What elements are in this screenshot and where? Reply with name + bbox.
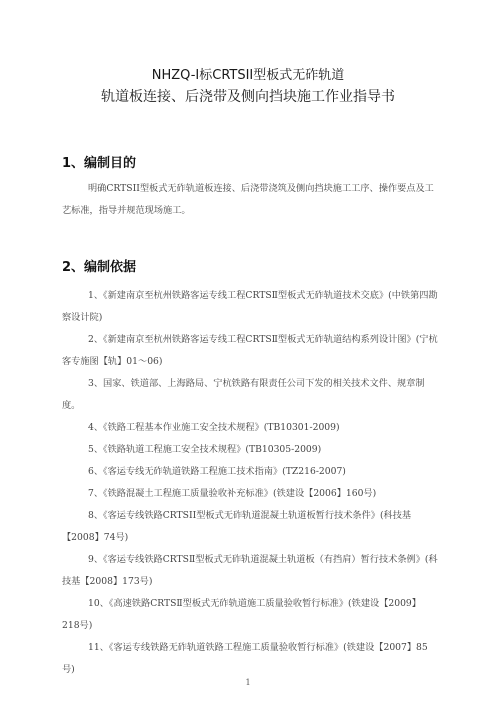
reference-item: 2、《新建南京至杭州铁路客运专线工程CRTSⅡ型板式无砟轨道结构系列设计图》(宁杭客专施图【轨】01～06) <box>62 334 438 367</box>
section-1-heading: 1、编制目的 <box>62 156 137 171</box>
section-2-heading: 2、编制依据 <box>62 260 137 275</box>
reference-item: 1、《新建南京至杭州铁路客运专线工程CRTSⅡ型板式无砟轨道技术交底》(中铁第四勘察设计院) <box>62 290 438 323</box>
page-number: 1 <box>245 678 251 687</box>
reference-item: 3、国家、铁道部、上海路局、宁杭铁路有限责任公司下发的相关技术文件、规章制度。 <box>62 378 425 411</box>
title-line-1: NHZQ-Ⅰ标CRTSII型板式无砟轨道 <box>151 68 345 83</box>
reference-item: 6、《客运专线无砟轨道铁路工程施工技术指南》(TZ216-2007) <box>88 466 346 477</box>
section-1-body: 明确CRTSII型板式无砟轨道板连接、后浇带浇筑及侧向挡块施工工序、操作要点及工艺标准，指导并规范现场施工。 <box>62 183 434 216</box>
reference-item: 5、《铁路轨道工程施工安全技术规程》(TB10305-2009) <box>88 444 322 455</box>
reference-item: 9、《客运专线铁路CRTSⅡ型板式无砟轨道混凝土轨道板（有挡肩）暂行技术条例》(科技基【2008】173号) <box>62 554 438 587</box>
reference-item: 4、《铁路工程基本作业施工安全技术规程》(TB10301-2009) <box>88 422 340 433</box>
reference-item: 10、《高速铁路CRTSⅡ型板式无砟轨道施工质量验收暂行标准》(铁建设【2009】218号) <box>62 598 421 631</box>
reference-item: 7、《铁路混凝土工程施工质量验收补充标准》(铁建设【2006】160号) <box>88 488 377 499</box>
reference-item: 11、《客运专线铁路无砟轨道铁路工程施工质量验收暂行标准》(铁建设【2007】85号) <box>62 642 428 675</box>
title-line-2: 轨道板连接、后浇带及侧向挡块施工作业指导书 <box>101 89 395 105</box>
reference-item: 8、《客运专线铁路CRTSII型板式无砟轨道混凝土轨道板暂行技术条件》(科技基【2008】74号) <box>62 510 412 543</box>
reference-list <box>62 285 438 681</box>
